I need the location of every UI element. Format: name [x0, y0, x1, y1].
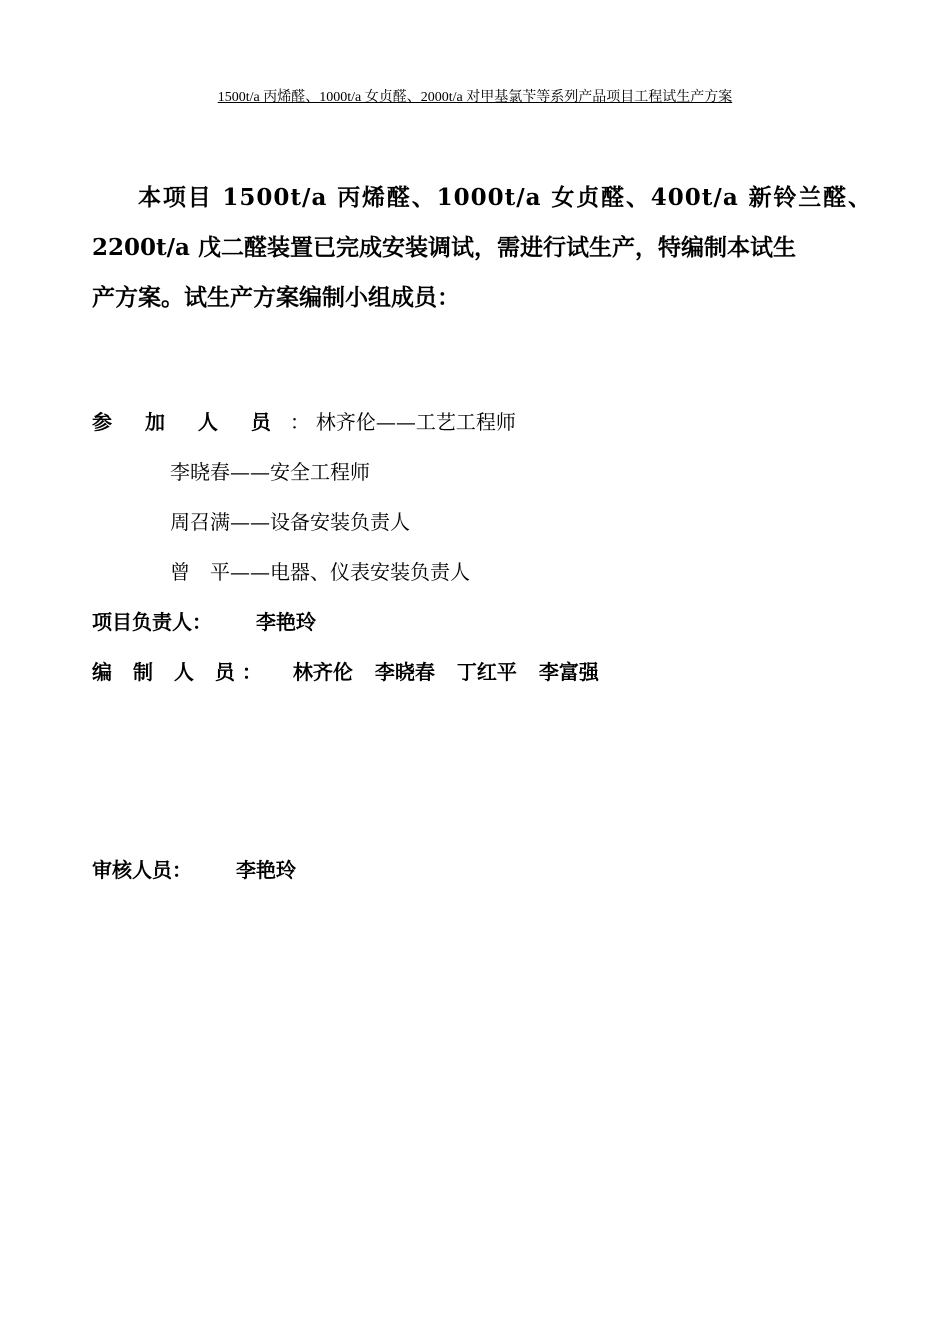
project-lead-row — [92, 608, 316, 636]
intro-paragraph — [92, 173, 872, 323]
intro-line-3: 产方案。试生产方案编制小组成员： — [92, 284, 460, 311]
compilers-row — [92, 658, 599, 686]
project-lead-label: 项目负责人： — [92, 610, 212, 634]
compilers-label: 编 制 人 员： — [92, 660, 269, 684]
compiler-name-1: 林齐伦 — [292, 660, 353, 684]
compiler-name-2: 李晓春 — [374, 660, 435, 684]
page-header-title: 1500t/a 丙烯醛、1000t/a 女贞醛、2000t/a 对甲基氯苄等系列产品项目工程试生产方案 — [217, 90, 733, 105]
participant-member-1: 林齐伦——工艺工程师 — [315, 410, 516, 434]
participant-member-2: 李晓春——安全工程师 — [170, 460, 370, 484]
intro-line-2: 2200t/a 戊二醛装置已完成安装调试，需进行试生产，特编制本试生 — [92, 234, 796, 261]
compiler-name-4: 李富强 — [538, 660, 599, 684]
project-lead-name: 李艳玲 — [256, 610, 316, 634]
participant-member-4: 曾 平——电器、仪表安装负责人 — [170, 560, 470, 584]
reviewer-row — [92, 856, 296, 884]
participants-row — [92, 408, 516, 436]
participants-label: 参 加 人 员 — [92, 410, 284, 434]
participants-colon: ： — [289, 410, 310, 434]
intro-line-1: 本项目 1500t/a 丙烯醛、1000t/a 女贞醛、400t/a 新铃兰醛、 — [138, 184, 872, 211]
reviewer-label: 审核人员： — [92, 858, 192, 882]
participant-member-3: 周召满——设备安装负责人 — [170, 510, 410, 534]
reviewer-name: 李艳玲 — [236, 858, 296, 882]
compiler-name-3: 丁红平 — [456, 660, 517, 684]
